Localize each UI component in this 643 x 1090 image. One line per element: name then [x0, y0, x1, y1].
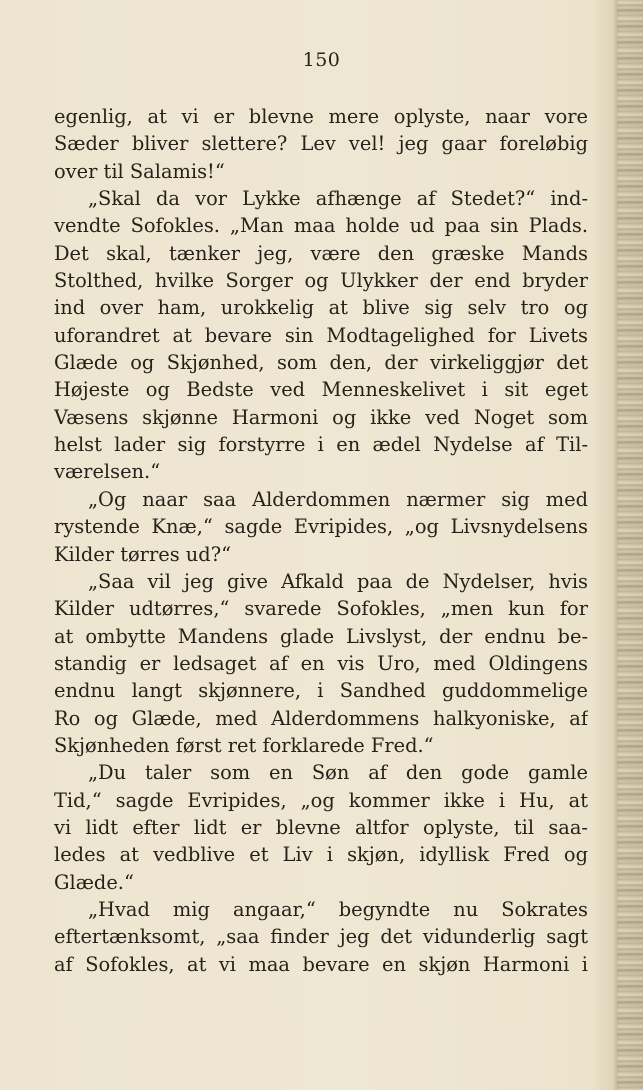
text-line: ledes at vedblive et Liv i skjøn, idyllisk Fred og	[54, 843, 588, 867]
text-line: Glæde.“	[54, 870, 134, 894]
text-line: „Hvad mig angaar,“ begyndte nu Sokrates	[88, 897, 588, 921]
text-line: Kilder tørres ud?“	[54, 542, 232, 566]
text-line: Kilder udtørres,“ svarede Sofokles, „men kun for	[54, 597, 588, 621]
text-line: ind over ham, urokkelig at blive sig selv tro og	[54, 296, 588, 320]
text-line: vendte Sofokles. „Man maa holde ud paa sin Plads.	[54, 214, 588, 238]
text-line: over til Salamis!“	[54, 159, 225, 183]
text-line: Sæder bliver slettere? Lev vel! jeg gaar foreløbig	[54, 132, 588, 156]
text-line: Det skal, tænker jeg, være den græske Mands	[54, 241, 588, 265]
text-line: uforandret at bevare sin Modtagelighed for Livets	[54, 323, 588, 347]
text-line: af Sofokles, at vi maa bevare en skjøn Harmoni i	[54, 952, 588, 976]
text-line: Tid,“ sagde Evripides, „og kommer ikke i Hu, at	[54, 788, 588, 812]
page-number: 150	[302, 49, 341, 71]
text-line: helst lader sig forstyrre i en ædel Nydelse af Til-	[54, 433, 588, 457]
text-line: rystende Knæ,“ sagde Evripides, „og Livsnydelsens	[54, 515, 588, 539]
text-line: standig er ledsaget af en vis Uro, med Oldingens	[54, 651, 588, 675]
text-line: eftertænksomt, „saa finder jeg det vidunderlig sagt	[54, 925, 588, 949]
text-line: at ombytte Mandens glade Livslyst, der endnu be-	[54, 624, 588, 648]
text-line: egenlig, at vi er blevne mere oplyste, naar vore	[54, 105, 588, 128]
text-line: vi lidt efter lidt er blevne altfor oplyste, til saa-	[54, 815, 588, 839]
page-stack-edge	[617, 0, 643, 1090]
text-line: „Skal da vor Lykke afhænge af Stedet?“ ind-	[88, 187, 588, 211]
text-line: „Du taler som en Søn af den gode gamle	[88, 761, 588, 785]
text-line: endnu langt skjønnere, i Sandhed guddommelige	[54, 679, 588, 703]
text-line: værelsen.“	[54, 460, 161, 484]
text-line: Stolthed, hvilke Sorger og Ulykker der end bryder	[54, 269, 588, 293]
text-line: Glæde og Skjønhed, som den, der virkeliggjør det	[54, 351, 588, 375]
text-line: „Saa vil jeg give Afkald paa de Nydelser, hvis	[88, 569, 588, 593]
text-line: Ro og Glæde, med Alderdommens halkyoniske, af	[54, 706, 588, 730]
text-line: Skjønheden først ret forklarede Fred.“	[54, 733, 434, 757]
text-line: Væsens skjønne Harmoni og ikke ved Noget som	[54, 405, 588, 429]
text-line: „Og naar saa Alderdommen nærmer sig med	[88, 487, 588, 511]
text-line: Højeste og Bedste ved Menneskelivet i sit eget	[54, 378, 588, 402]
body-text	[54, 103, 588, 978]
